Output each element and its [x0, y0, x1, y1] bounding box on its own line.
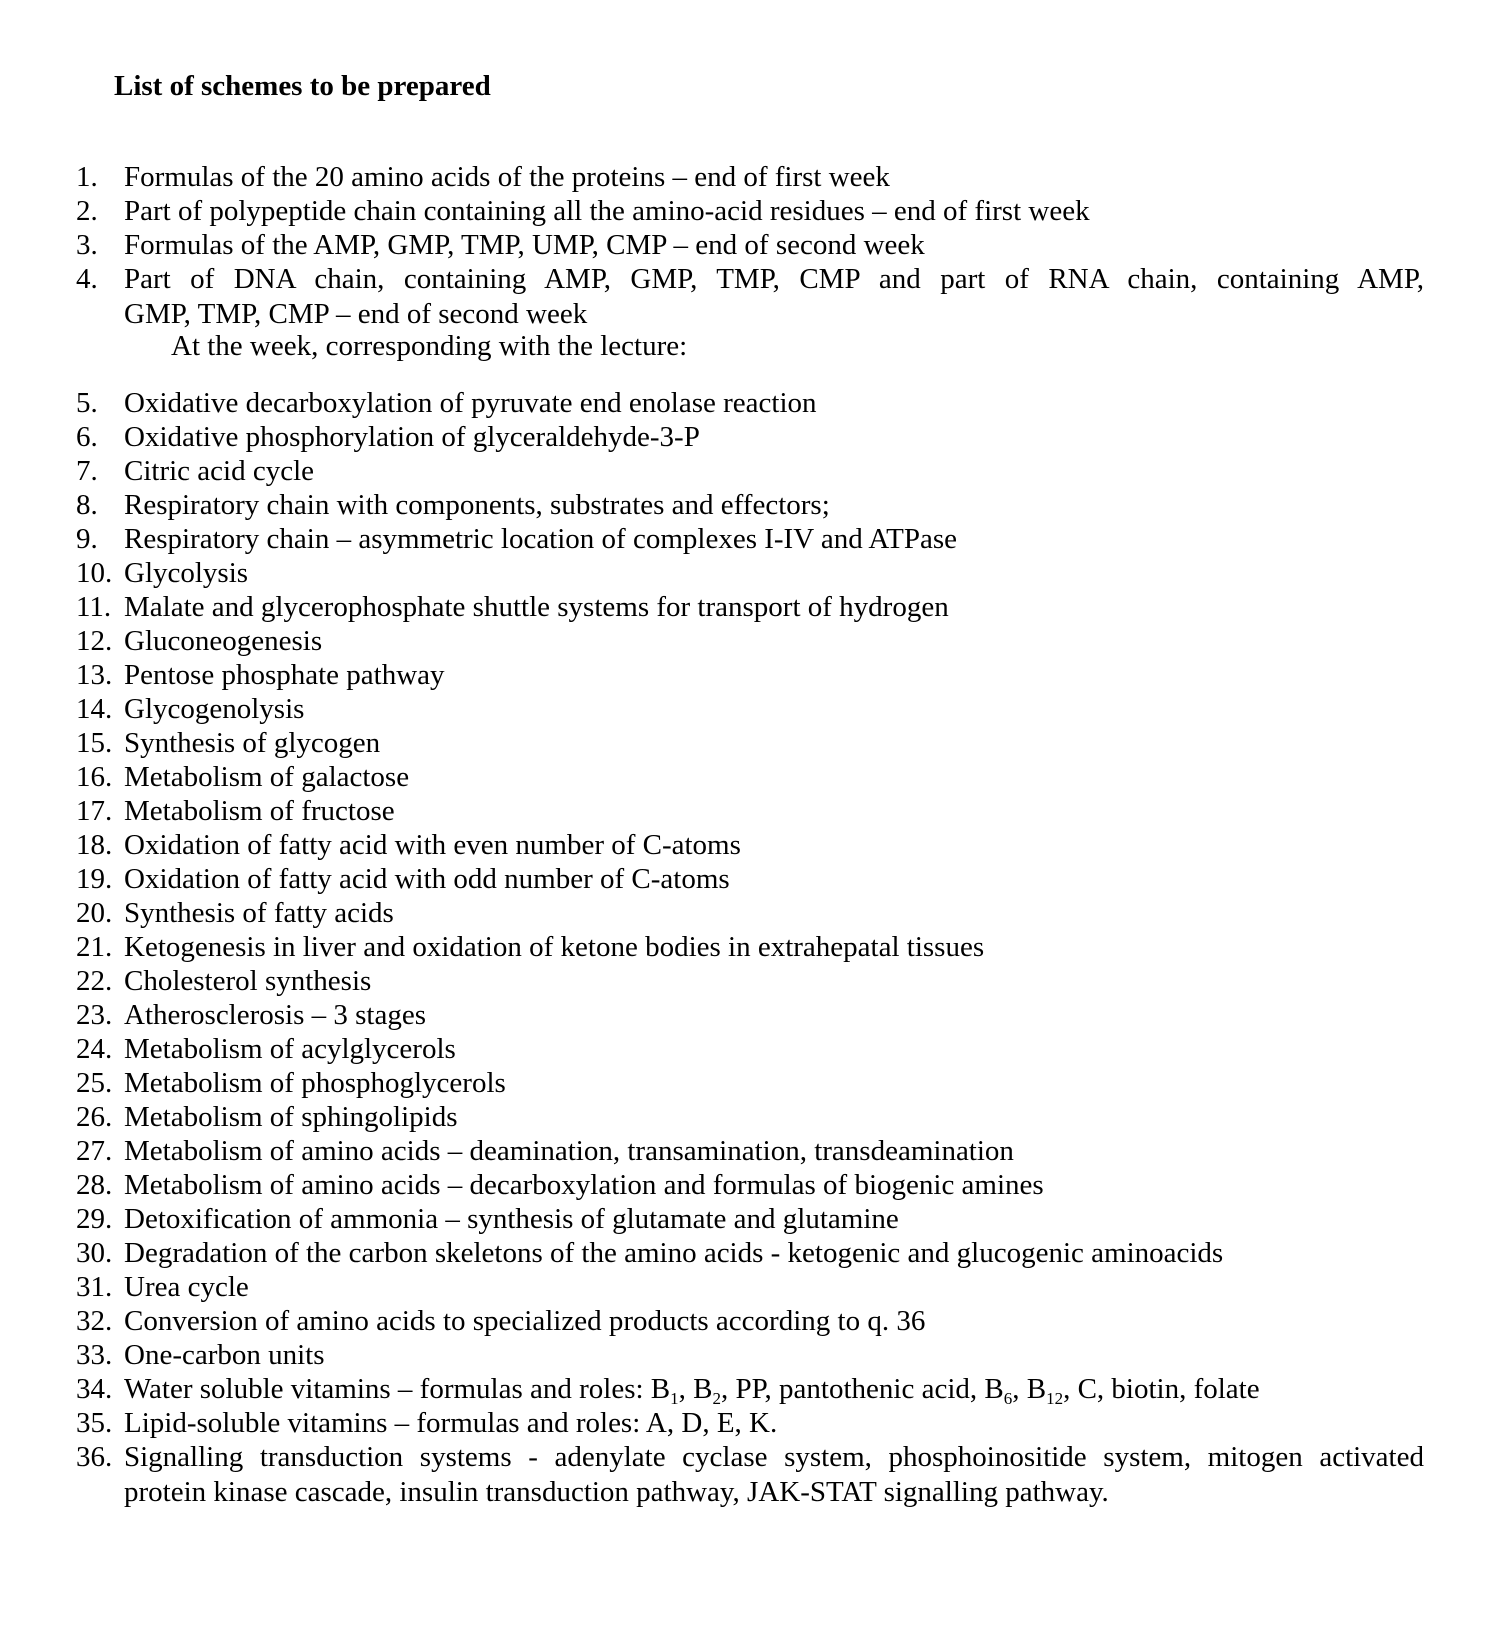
item-text: Pentose phosphate pathway — [124, 659, 445, 691]
item-text: Glycolysis — [124, 557, 249, 589]
item-text: Metabolism of amino acids – deamination, transamination, transdeamination — [124, 1135, 1014, 1167]
item-number: 26. — [76, 1101, 113, 1133]
item-number: 3. — [76, 229, 98, 261]
item-text: Metabolism of phosphoglycerols — [124, 1067, 506, 1099]
item-number: 20. — [76, 897, 113, 929]
item-text: Degradation of the carbon skeletons of the amino acids - ketogenic and glucogenic aminoacids — [124, 1237, 1224, 1269]
item-number: 32. — [76, 1305, 113, 1337]
item-text-part: , B — [1012, 1373, 1047, 1405]
item-text: Part of polypeptide chain containing all the amino-acid residues – end of first week — [124, 195, 1090, 227]
item-text: Metabolism of acylglycerols — [124, 1033, 456, 1065]
item-number: 35. — [76, 1407, 113, 1439]
item-text: Metabolism of fructose — [124, 795, 395, 827]
item-text: Malate and glycerophosphate shuttle systems for transport of hydrogen — [124, 591, 949, 623]
item-number: 25. — [76, 1067, 113, 1099]
item-text-line-2: GMP, TMP, CMP – end of second week — [124, 298, 588, 330]
item-number: 7. — [76, 455, 98, 487]
item-text: Synthesis of glycogen — [124, 727, 381, 759]
item-text: Metabolism of sphingolipids — [124, 1101, 458, 1133]
item-text: Cholesterol synthesis — [124, 965, 372, 997]
subscript: 12 — [1046, 1389, 1064, 1408]
item-number: 33. — [76, 1339, 113, 1371]
item-text: Formulas of the 20 amino acids of the proteins – end of first week — [124, 161, 890, 193]
item-text: Synthesis of fatty acids — [124, 897, 394, 929]
item-text: Metabolism of galactose — [124, 761, 410, 793]
item-text: Metabolism of amino acids – decarboxylation and formulas of biogenic amines — [124, 1169, 1044, 1201]
item-text: Citric acid cycle — [124, 455, 315, 487]
item-text: Respiratory chain – asymmetric location of complexes I-IV and ATPase — [124, 523, 957, 555]
item-number: 5. — [76, 387, 98, 419]
item-number: 19. — [76, 863, 113, 895]
item-text: Oxidative decarboxylation of pyruvate end enolase reaction — [124, 387, 817, 419]
item-number: 8. — [76, 489, 98, 521]
item-text: Detoxification of ammonia – synthesis of glutamate and glutamine — [124, 1203, 899, 1235]
item-number: 34. — [76, 1373, 113, 1405]
item-number: 6. — [76, 421, 98, 453]
item-number: 22. — [76, 965, 113, 997]
item-number: 14. — [76, 693, 113, 725]
item-text: Oxidation of fatty acid with even number of C-atoms — [124, 829, 741, 861]
item-text-part: , B — [678, 1373, 713, 1405]
item-text — [124, 262, 1424, 332]
item-text: Oxidative phosphorylation of glyceraldehyde-3-P — [124, 421, 700, 453]
item-text: Oxidation of fatty acid with odd number of C-atoms — [124, 863, 730, 895]
item-number: 16. — [76, 761, 113, 793]
item-number: 21. — [76, 931, 113, 963]
item-text: Respiratory chain with components, substrates and effectors; — [124, 489, 830, 521]
item-text-line-2: protein kinase cascade, insulin transduction pathway, JAK-STAT signalling pathway. — [124, 1476, 1109, 1508]
item-number: 24. — [76, 1033, 113, 1065]
item-text: Gluconeogenesis — [124, 625, 323, 657]
item-number: 10. — [76, 557, 113, 589]
item-text-part: , PP, pantothenic acid, B — [721, 1373, 1004, 1405]
item-number: 18. — [76, 829, 113, 861]
subscript: 1 — [670, 1389, 679, 1408]
item-number: 28. — [76, 1169, 113, 1201]
item-text: Urea cycle — [124, 1271, 249, 1303]
item-text-part: , C, biotin, folate — [1063, 1373, 1260, 1405]
subscript: 6 — [1003, 1389, 1013, 1408]
item-number: 2. — [76, 195, 98, 227]
item-number: 17. — [76, 795, 113, 827]
item-number: 23. — [76, 999, 113, 1031]
item-number: 27. — [76, 1135, 113, 1167]
item-number: 12. — [76, 625, 113, 657]
item-text: Formulas of the AMP, GMP, TMP, UMP, CMP – end of second week — [124, 229, 925, 261]
item-number: 29. — [76, 1203, 113, 1235]
item-number: 9. — [76, 523, 98, 555]
section-note: At the week, corresponding with the lecture: — [171, 330, 688, 362]
subscript: 2 — [712, 1389, 721, 1408]
item-number: 1. — [76, 161, 98, 193]
item-number: 15. — [76, 727, 113, 759]
item-number: 36. — [76, 1441, 113, 1473]
item-text: Conversion of amino acids to specialized products according to q. 36 — [124, 1305, 926, 1337]
item-text-line-1: Part of DNA chain, containing AMP, GMP, TMP, CMP and part of RNA chain, containing AMP, — [124, 263, 1424, 295]
item-text: Glycogenolysis — [124, 693, 305, 725]
item-number: 31. — [76, 1271, 113, 1303]
item-number: 13. — [76, 659, 113, 691]
item-text-part: Water soluble vitamins – formulas and roles: B — [124, 1373, 671, 1405]
document-title: List of schemes to be prepared — [114, 70, 491, 102]
item-number: 4. — [76, 263, 98, 295]
item-text: Ketogenesis in liver and oxidation of ketone bodies in extrahepatal tissues — [124, 931, 985, 963]
item-number: 11. — [76, 591, 112, 623]
item-number: 30. — [76, 1237, 113, 1269]
item-text: One-carbon units — [124, 1339, 325, 1371]
item-text: Lipid-soluble vitamins – formulas and roles: A, D, E, K. — [124, 1407, 778, 1439]
item-text — [124, 1440, 1424, 1510]
item-text: Atherosclerosis – 3 stages — [124, 999, 427, 1031]
item-text-line-1: Signalling transduction systems - adenylate cyclase system, phosphoinositide system, mitogen activated — [124, 1441, 1424, 1473]
